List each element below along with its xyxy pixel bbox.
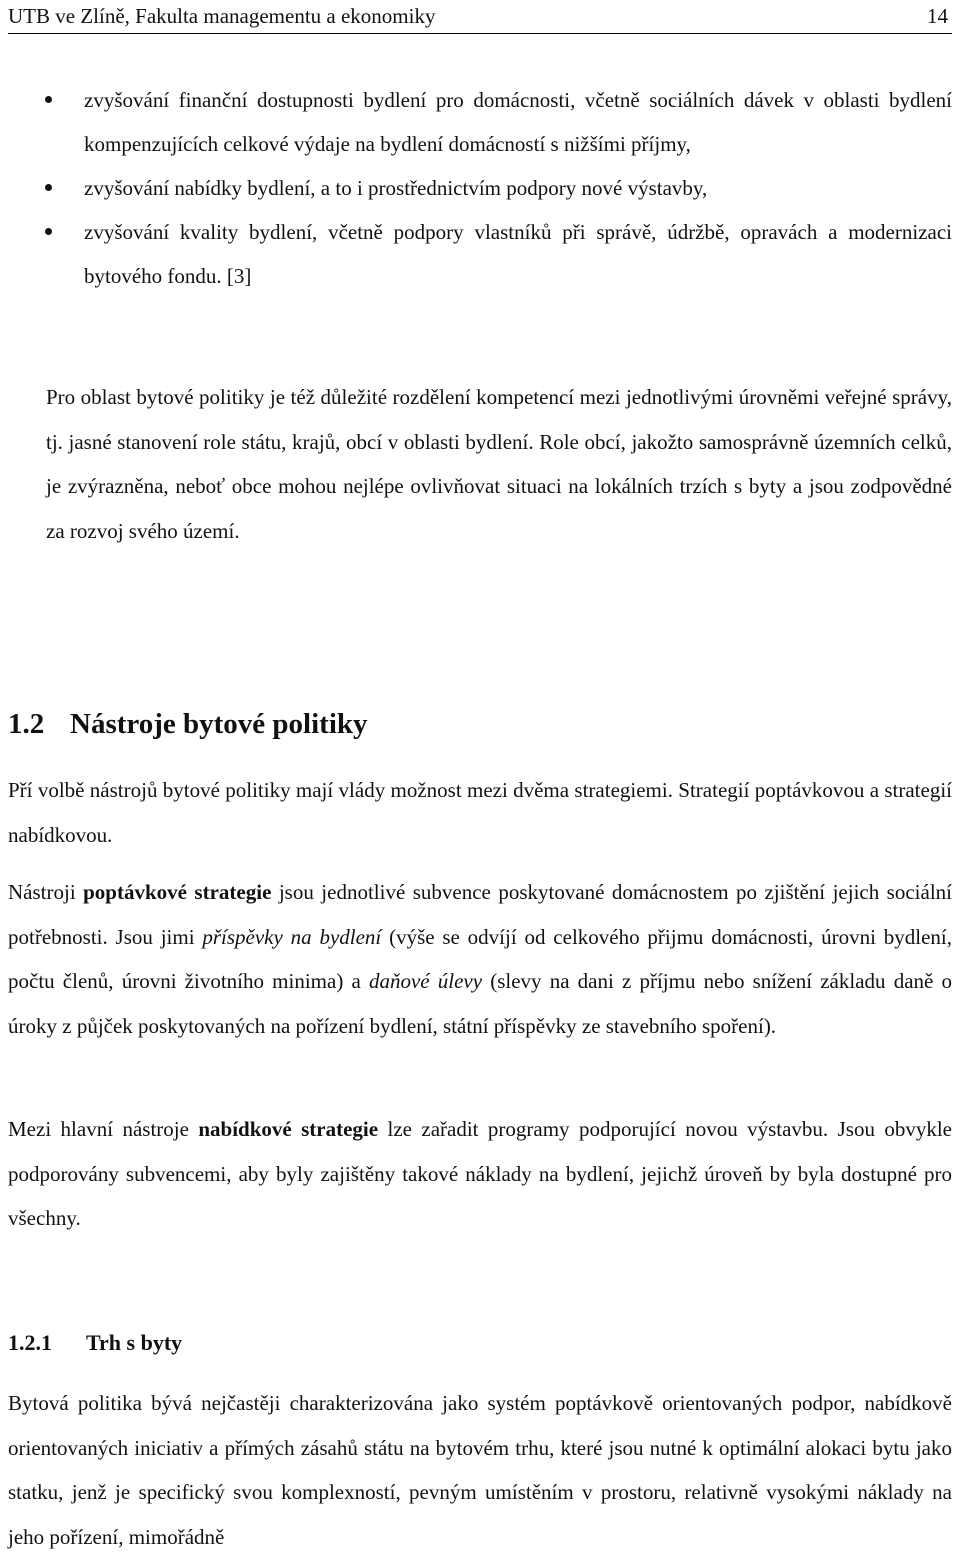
paragraph-housing-market (8, 1381, 952, 1559)
paragraph-text: Bytová politika bývá nejčastěji charakterizována jako systém poptávkově orientovaných podpor, nabídkově orientovaných iniciativ a přímých zásahů státu na bytovém trhu, které jsou nutné k optimální alokaci bytu jako statku, jenž je specifický svou komplexností, pevným umístěním v prostoru, relativně vysokými náklady na jeho pořízení, mimořádně (8, 1391, 952, 1549)
text-run: lze zařadit programy podporující novou výstavbu. Jsou obvykle podporovány subvencemi, aby byly zajištěny takové náklady na bydlení, jejichž úroveň by byla dostupné pro všechny. (8, 1117, 953, 1230)
subsection-heading (8, 1330, 182, 1356)
bullet-icon (45, 228, 52, 235)
text-run: jsou jednotlivé subvence poskytované domácnostem po zjištění jejich sociální potřebnosti. Jsou jimi (8, 880, 953, 949)
bold-term: poptávkové strategie (83, 880, 272, 904)
bullet-text: zvyšování kvality bydlení, včetně podpory vlastníků při správě, údržbě, opravách a modernizaci bytového fondu. [3] (84, 220, 952, 288)
header-title: UTB ve Zlíně, Fakulta managementu a ekonomiky (8, 4, 436, 28)
subsection-title: Trh s byty (86, 1330, 183, 1355)
list-item (0, 166, 960, 210)
bullet-icon (45, 96, 52, 103)
paragraph-text: Pří volbě nástrojů bytové politiky mají vlády možnost mezi dvěma strategiemi. Strategií poptávkovou a strategií nabídkovou. (8, 778, 952, 847)
text-run: Nástroji (8, 880, 84, 904)
page-number: 14 (927, 4, 948, 28)
bullet-list (0, 78, 960, 298)
italic-term: příspěvky na bydlení (202, 924, 382, 949)
bullet-text: zvyšování nabídky bydlení, a to i prostřednictvím podpory nové výstavby, (84, 176, 708, 200)
paragraph-text: Pro oblast bytové politiky je též důležité rozdělení kompetencí mezi jednotlivými úrovněmi veřejné správy, tj. jasné stanovení role státu, krajů, obcí v oblasti bydlení. Role obcí, jakožto samosprávně územních celků, je zvýrazněna, neboť obce mohou nejlépe ovlivňovat situaci na lokálních trzích s byty a jsou zodpovědné za rozvoj svého území. (46, 385, 952, 543)
bullet-text: zvyšování finanční dostupnosti bydlení pro domácnosti, včetně sociálních dávek v oblasti bydlení kompenzujících celkové výdaje na bydlení domácností s nižšími příjmy, (84, 88, 952, 156)
bold-term: nabídkové strategie (198, 1117, 379, 1141)
text-run: (výše se odvíjí od celkového přijmu domácnosti, úrovni bydlení, počtu členů, úrovni životního minima) a (8, 924, 952, 993)
bullet-icon (45, 184, 52, 191)
section-title: Nástroje bytové politiky (70, 708, 368, 740)
paragraph-demand-strategy (8, 870, 952, 1048)
list-item (0, 210, 960, 298)
section-number: 1.2 (8, 708, 45, 740)
section-heading (8, 708, 368, 741)
text-run: Mezi hlavní nástroje (8, 1117, 199, 1141)
list-item (0, 78, 960, 166)
paragraph-supply-strategy (8, 1107, 952, 1241)
text-run: (slevy na dani z příjmu nebo snížení základu daně o úroky z půjček poskytovaných na pořízení bydlení, státní příspěvky ze stavebního spoření). (8, 969, 952, 1038)
paragraph-strategies (8, 768, 952, 857)
subsection-number: 1.2.1 (8, 1330, 52, 1355)
italic-term: daňové úlevy (368, 969, 483, 993)
running-header (8, 0, 952, 34)
paragraph-competences (46, 375, 952, 553)
